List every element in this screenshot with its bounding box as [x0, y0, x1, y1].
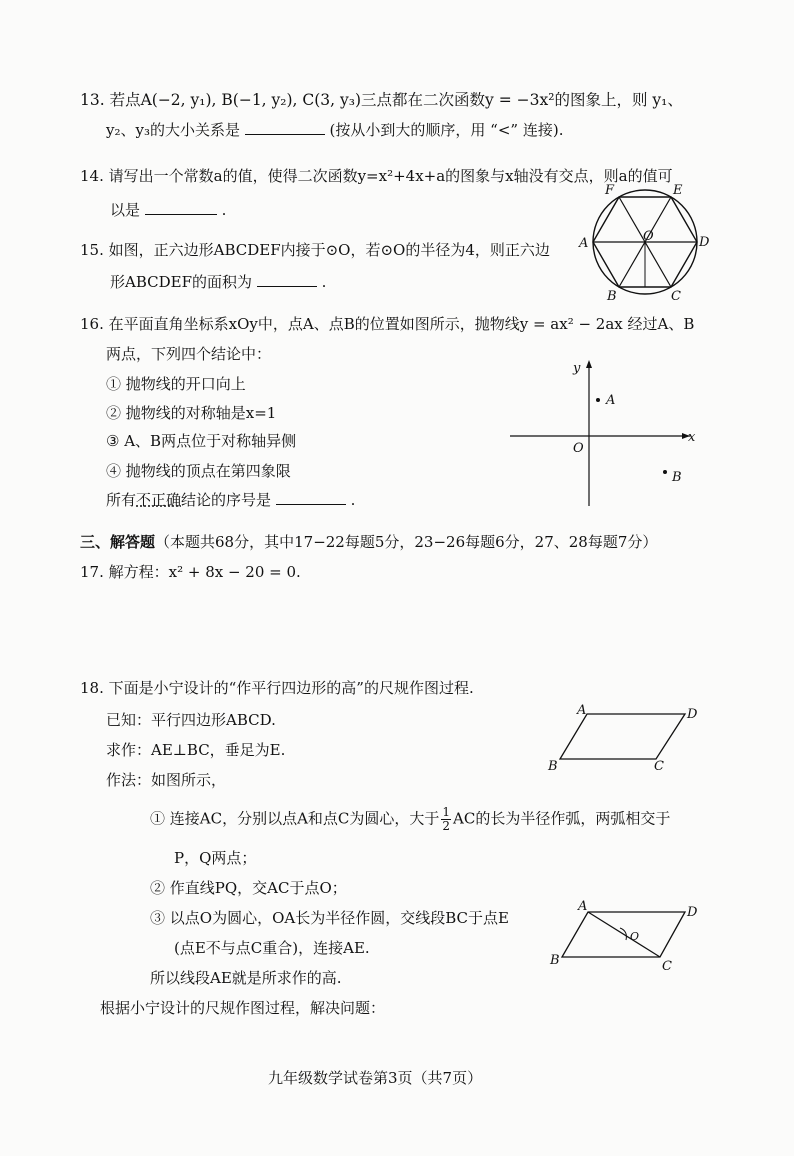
label-f: F: [605, 183, 615, 198]
section3-heading: [80, 532, 657, 552]
q14-period: .: [221, 201, 227, 219]
label-a: A: [577, 703, 587, 718]
q18-construction-figure: [550, 899, 700, 974]
q18-step1-line2: P，Q两点；: [174, 849, 257, 867]
q14-line2: [110, 200, 226, 220]
y-axis-arrow: [586, 360, 592, 368]
q16-question: [106, 490, 355, 510]
page-footer: 九年级数学试卷第3页（共7页）: [268, 1069, 483, 1087]
q16-answer-blank: [276, 490, 346, 505]
fraction-numerator: 1: [442, 805, 451, 819]
q16-line2: 两点，下列四个结论中：: [106, 345, 272, 363]
label-d: D: [687, 905, 698, 920]
label-c: C: [662, 959, 672, 974]
q13-line2-note: (按从小到大的顺序，用 “<” 连接).: [329, 121, 564, 139]
q16-coordinate-figure: [505, 356, 705, 516]
q13-line2: [106, 120, 563, 140]
q13-answer-blank: [245, 120, 325, 135]
q18-title: 18. 下面是小宁设计的“作平行四边形的高”的尺规作图过程.: [80, 679, 474, 697]
q16-ask-a: 所有: [106, 491, 137, 509]
q18-closing: 根据小宁设计的尺规作图过程，解决问题：: [100, 999, 386, 1017]
q13-line1: 13. 若点A(−2, y₁), B(−1, y₂), C(3, y₃)三点都在二次函数y = −3x²的图象上，则 y₁、: [80, 91, 683, 109]
q15-line2-text: 形ABCDEF的面积为: [110, 273, 252, 291]
q16-item-2: ② 抛物线的对称轴是x=1: [106, 404, 277, 422]
q16-line1: 16. 在平面直角坐标系xOy中，点A、点B的位置如图所示，抛物线y = ax² − 2ax 经过A、B: [80, 315, 695, 333]
q18-given: 已知：平行四边形ABCD.: [106, 711, 276, 729]
q16-item-3: ③ A、B两点位于对称轴异侧: [106, 432, 297, 450]
diagonal-ac: [588, 912, 660, 957]
q14-line1: 14. 请写出一个常数a的值，使得二次函数y=x²+4x+a的图象与x轴没有交点，则a的值可: [80, 167, 673, 185]
q18-step1-text-b: AC的长为半径作弧，两弧相交于: [453, 809, 671, 828]
label-x: x: [688, 430, 696, 445]
label-e: E: [673, 183, 683, 198]
q18-method: 作法：如图所示，: [106, 771, 227, 789]
q18-find: 求作：AE⊥BC，垂足为E.: [106, 741, 286, 759]
label-b: B: [550, 953, 560, 968]
label-d: D: [687, 707, 698, 722]
label-a: A: [579, 236, 589, 251]
q15-answer-blank: [257, 272, 317, 287]
q15-line1: 15. 如图，正六边形ABCDEF内接于⊙O，若⊙O的半径为4，则正六边: [80, 241, 550, 259]
fraction-denominator: 2: [442, 819, 451, 833]
point-b: [663, 470, 667, 474]
parallelogram-abcd: [560, 714, 685, 759]
q18-step1-text-a: ① 连接AC，分别以点A和点C为圆心，大于: [150, 809, 440, 828]
label-o: O: [643, 229, 654, 244]
q15-period: .: [321, 273, 327, 291]
label-o: O: [573, 441, 584, 456]
section3-title: 三、解答题: [80, 533, 156, 551]
q16-item-4: ④ 抛物线的顶点在第四象限: [106, 462, 291, 480]
q14-line2-text: 以是: [110, 201, 141, 219]
q15-hexagon-figure: [579, 183, 715, 304]
q18-step3-line2: (点E不与点C重合)，连接AE.: [174, 939, 370, 957]
label-d: D: [699, 235, 710, 250]
label-b: B: [548, 759, 558, 774]
point-a: [596, 398, 600, 402]
q16-ask-b: 结论的序号是: [181, 491, 272, 509]
label-b: B: [607, 289, 617, 304]
label-a: A: [606, 393, 616, 408]
label-y: y: [573, 361, 581, 376]
q16-item-1: ① 抛物线的开口向上: [106, 375, 246, 393]
label-c: C: [671, 289, 681, 304]
section3-note: （本题共68分，其中17−22每题5分，23−26每题6分，27、28每题7分）: [155, 533, 658, 551]
q18-step1-line1: [150, 806, 670, 833]
q17-text: 17. 解方程：x² + 8x − 20 = 0.: [80, 563, 301, 581]
q16-ask-emphasis: 不正确: [136, 491, 182, 509]
q18-conclusion: 所以线段AE就是所求作的高.: [150, 969, 342, 987]
one-half-fraction: [441, 806, 451, 833]
label-o: O: [630, 930, 640, 943]
q18-step2: ② 作直线PQ，交AC于点O；: [150, 879, 347, 897]
q13-line2-text: y₂、y₃的大小关系是: [106, 121, 240, 139]
label-c: C: [654, 759, 664, 774]
q16-period: .: [350, 491, 356, 509]
q14-answer-blank: [145, 200, 217, 215]
q18-step3-line1: ③ 以点O为圆心，OA长为半径作圆，交线段BC于点E: [150, 909, 509, 927]
label-a: A: [578, 899, 588, 914]
q18-parallelogram-figure: [550, 704, 700, 774]
label-b: B: [672, 470, 682, 485]
q15-line2: [110, 272, 326, 292]
